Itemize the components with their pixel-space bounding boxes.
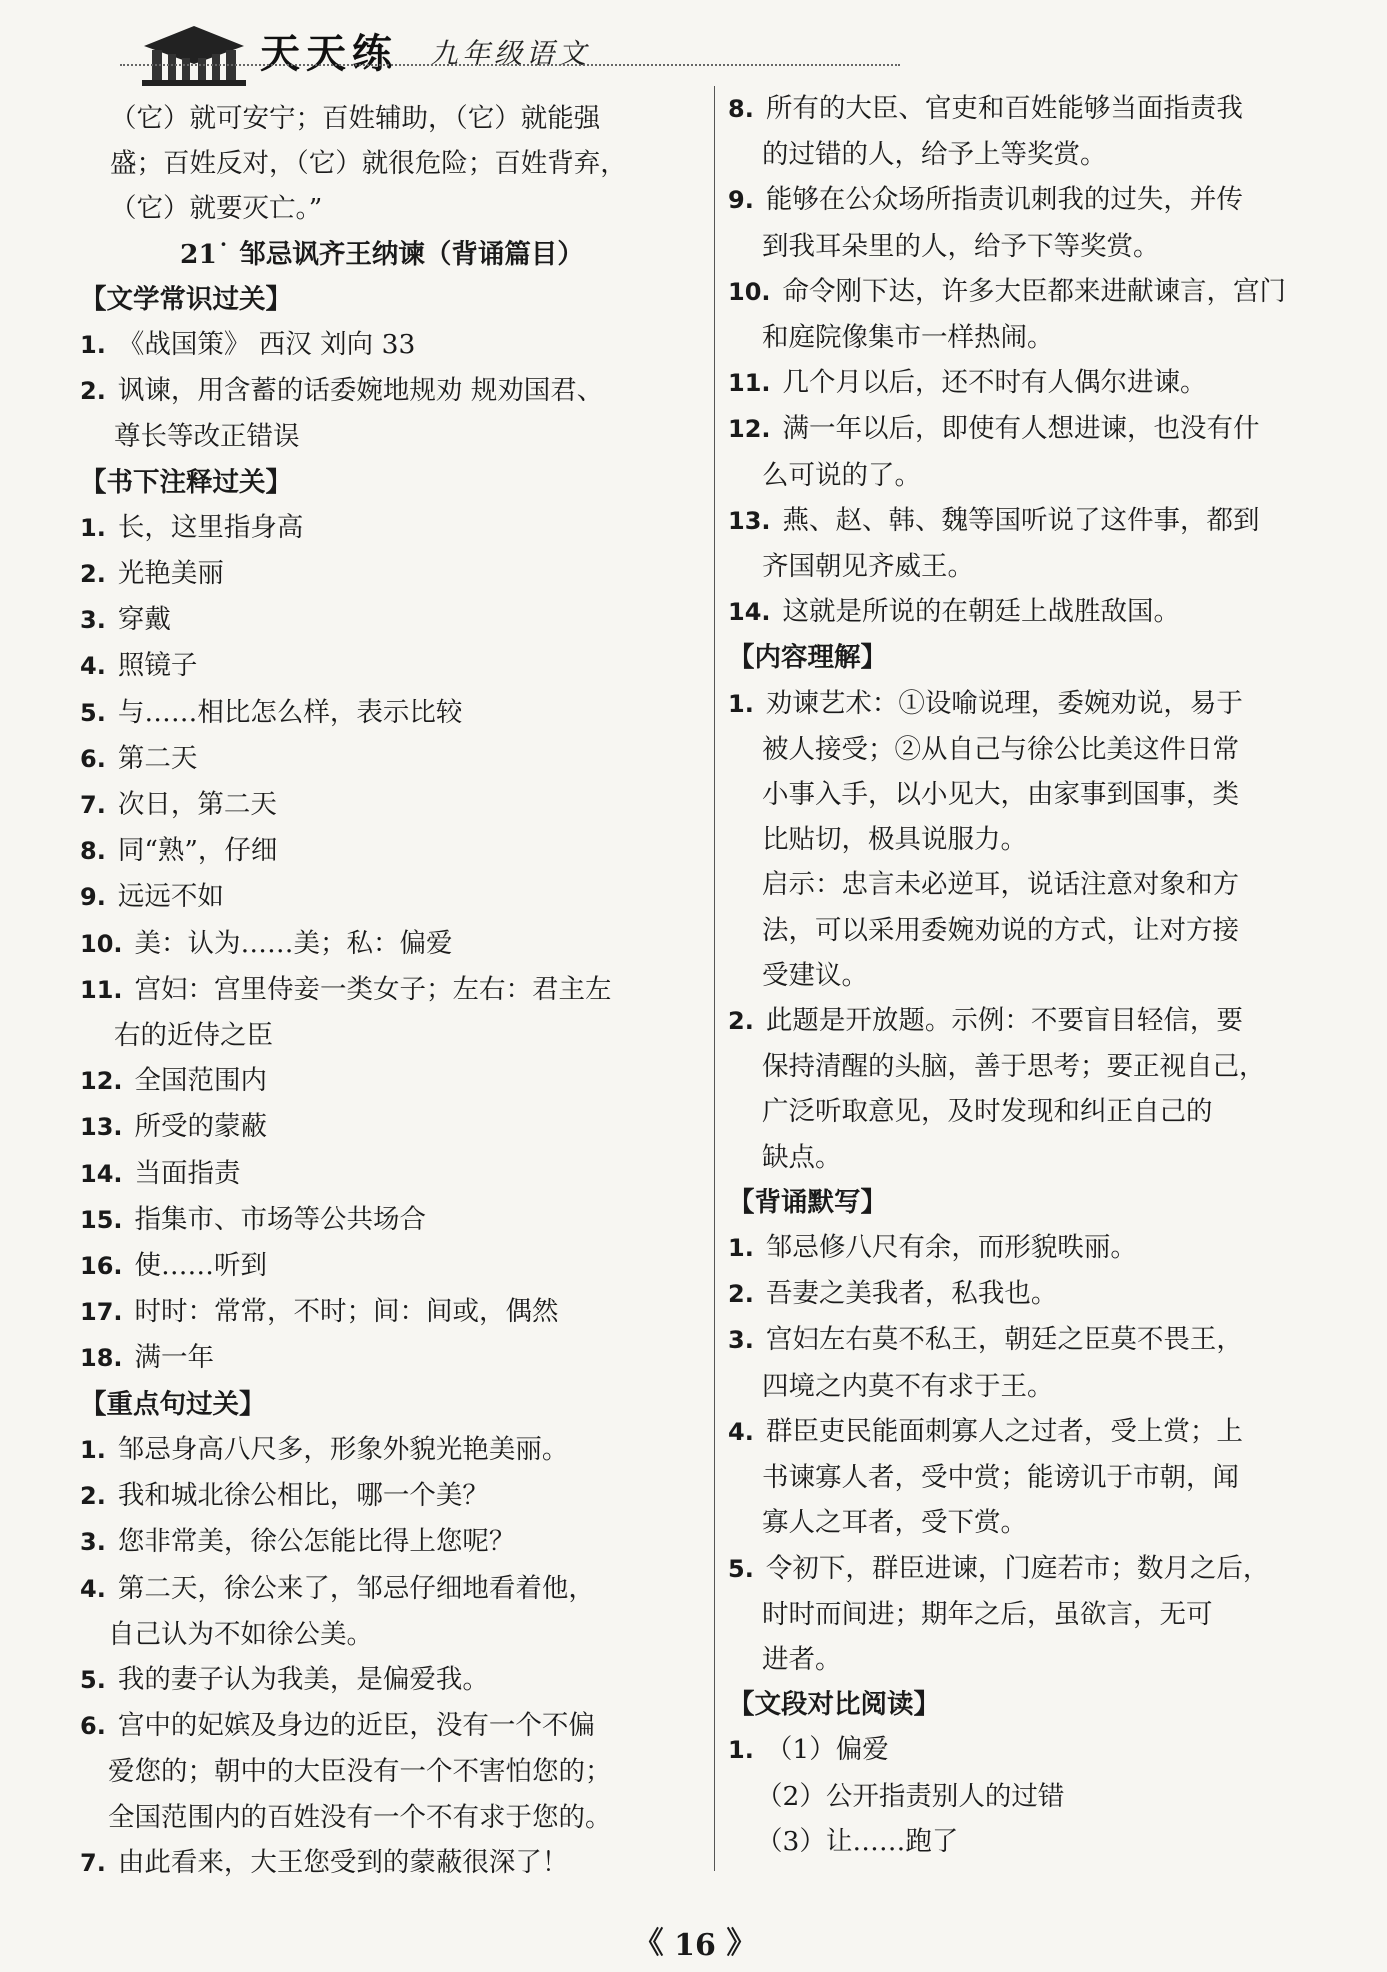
list-item: [80, 1427, 700, 1473]
section-heading-key-sentences: 【重点句过关】: [80, 1388, 266, 1420]
item-number: 7.: [80, 791, 106, 820]
list-item: [80, 1335, 700, 1381]
item-text: 全国范围内: [134, 1065, 268, 1097]
intro-line: （它）就要灭亡。”: [110, 193, 323, 225]
item-text: 时时而间进；期年之后，虽欲言，无可: [762, 1598, 1213, 1630]
list-item: [728, 1637, 1368, 1682]
list-item: [80, 1243, 700, 1289]
page-number-value: 16: [674, 1928, 716, 1963]
item-number: 12.: [728, 415, 771, 444]
item-text: （2）公开指责别人的过错: [756, 1780, 1065, 1812]
item-number: 16.: [80, 1252, 123, 1281]
item-text: 命令刚下达，许多大臣都来进献谏言，宫门: [782, 275, 1287, 307]
list-item: [728, 269, 1368, 315]
list-item: [80, 322, 700, 368]
item-text: 光艳美丽: [117, 558, 224, 590]
list-item: [728, 1592, 1368, 1637]
item-text: 满一年以后，即使有人想进谏，也没有什: [782, 413, 1260, 445]
list-item: [728, 1271, 1368, 1317]
item-number: 8.: [80, 837, 106, 866]
list-item: [80, 1703, 700, 1749]
brand-title: 天天练: [260, 31, 398, 77]
page-number-left-flourish-icon: 《: [633, 1926, 664, 1961]
key-sentences-list: [80, 1427, 700, 1886]
list-item: [80, 597, 700, 643]
item-number: 3.: [80, 1528, 106, 1557]
item-text: 邹忌修八尺有余，而形貌昳丽。: [765, 1232, 1137, 1264]
item-number: 10.: [728, 277, 771, 306]
item-text: 四境之内莫不有求于王。: [762, 1370, 1054, 1402]
list-item: [728, 406, 1368, 452]
list-item: [80, 1151, 700, 1197]
item-text: 书谏寡人者，受中赏；能谤讥于市朝，闻: [762, 1462, 1239, 1494]
item-number: 2.: [80, 560, 106, 589]
item-text: 我的妻子认为我美，是偏爱我。: [117, 1663, 489, 1695]
content-understanding-list: [728, 681, 1368, 1180]
list-item: [728, 177, 1368, 223]
item-number: 4.: [728, 1417, 754, 1446]
item-number: 5.: [80, 698, 106, 727]
section-heading-notes: 【书下注释过关】: [80, 466, 292, 498]
list-item: [728, 453, 1368, 498]
item-text: 宫妇：宫里侍妾一类女子；左右：君主左: [134, 973, 612, 1005]
list-item: [80, 1795, 700, 1840]
list-item: [80, 1840, 700, 1886]
item-text: （1）偏爱: [765, 1734, 889, 1766]
item-number: 11.: [728, 369, 771, 398]
list-item: [728, 132, 1368, 177]
list-item: [80, 643, 700, 689]
item-text: 法，可以采用委婉劝说的方式，让对方接: [762, 914, 1239, 946]
item-text: 尊长等改正错误: [114, 421, 300, 453]
list-item: [728, 1364, 1368, 1409]
item-text: 穿戴: [117, 604, 171, 636]
list-item: [728, 908, 1368, 953]
list-item: [728, 1044, 1368, 1089]
item-text: 受建议。: [762, 959, 868, 991]
item-number: 5.: [80, 1665, 106, 1694]
item-text: 满一年: [134, 1342, 215, 1374]
list-item: [80, 414, 700, 459]
item-number: 1.: [728, 1736, 754, 1765]
list-item: [728, 681, 1368, 727]
section-heading-recite: 【背诵默写】: [728, 1186, 887, 1218]
list-item: [80, 736, 700, 782]
list-item: [728, 498, 1368, 544]
item-text: 么可说的了。: [762, 459, 921, 491]
item-number: 6.: [80, 1712, 106, 1741]
right-column: [728, 86, 1368, 1864]
item-number: 13.: [728, 506, 771, 535]
item-text: 使……听到: [134, 1250, 268, 1282]
item-text: 保持清醒的头脑，善于思考；要正视自己，: [762, 1051, 1266, 1083]
list-item: [728, 1317, 1368, 1363]
list-item: [728, 224, 1368, 269]
list-item: [728, 1089, 1368, 1134]
section-heading-literary: 【文学常识过关】: [80, 283, 292, 315]
item-text: 令初下，群臣进谏，门庭若市；数月之后，: [765, 1552, 1270, 1584]
item-text: 第二天，徐公来了，邹忌仔细地看着他，: [117, 1572, 595, 1604]
item-text: 所有的大臣、官吏和百姓能够当面指责我: [765, 93, 1243, 124]
list-item: [728, 998, 1368, 1044]
list-item: [728, 360, 1368, 406]
item-text: 此题是开放题。示例：不要盲目轻信，要: [765, 1005, 1243, 1037]
list-item: [80, 1104, 700, 1150]
item-text: 的过错的人，给予上等奖赏。: [762, 139, 1107, 171]
list-item: [80, 782, 700, 828]
item-text: 与……相比怎么样，表示比较: [117, 696, 463, 728]
item-number: 1.: [80, 1435, 106, 1464]
item-text: 到我耳朵里的人，给予下等奖赏。: [762, 230, 1160, 262]
item-text: （3）让……跑了: [756, 1825, 959, 1857]
item-number: 9.: [728, 186, 754, 215]
item-text: 进者。: [762, 1643, 842, 1675]
item-text: 邹忌身高八尺多，形象外貌光艳美丽。: [117, 1433, 569, 1465]
item-number: 13.: [80, 1113, 123, 1142]
item-text: 群臣吏民能面刺寡人之过者，受上赏；上: [765, 1415, 1243, 1447]
list-item: [728, 817, 1368, 862]
book-logo-icon: [134, 24, 254, 88]
list-item: [80, 1473, 700, 1519]
item-number: 2.: [80, 377, 106, 406]
column-divider: [714, 86, 715, 1871]
list-item: [728, 1135, 1368, 1180]
list-item: [80, 1749, 700, 1794]
list-item: [728, 1774, 1368, 1819]
list-item: [80, 921, 700, 967]
list-item: [728, 953, 1368, 998]
item-text: 宫妇左右莫不私王，朝廷之臣莫不畏王，: [765, 1324, 1243, 1356]
item-number: 2.: [728, 1280, 754, 1309]
header-dotted-rule: [120, 64, 900, 66]
list-item: [80, 1519, 700, 1565]
item-text: 广泛听取意见，及时发现和纠正自己的: [762, 1096, 1213, 1128]
item-text: 全国范围内的百姓没有一个不有求于您的。: [108, 1801, 612, 1833]
item-text: 和庭院像集市一样热闹。: [762, 322, 1054, 354]
item-number: 8.: [728, 95, 754, 123]
item-text: 当面指责: [134, 1157, 241, 1189]
item-number: 9.: [80, 883, 106, 912]
item-number: 7.: [80, 1848, 106, 1877]
item-text: 启示：忠言未必逆耳，说话注意对象和方: [762, 869, 1239, 901]
item-number: 2.: [80, 1482, 106, 1511]
item-number: 1.: [80, 513, 106, 542]
item-number: 3.: [80, 606, 106, 635]
list-item: [728, 544, 1368, 589]
item-text: 几个月以后，还不时有人偶尔进谏。: [782, 367, 1207, 399]
item-text: 长，这里指身高: [117, 511, 304, 543]
list-item: [80, 1289, 700, 1335]
item-text: 时时：常常，不时；间：间或，偶然: [134, 1296, 559, 1328]
list-item: [728, 862, 1368, 907]
item-number: 1.: [728, 689, 754, 718]
list-item: [728, 1546, 1368, 1592]
page-number: [600, 1918, 790, 1962]
item-text: 远远不如: [117, 881, 224, 913]
list-item: [728, 315, 1368, 360]
list-item: [728, 86, 1368, 132]
list-item: [728, 1455, 1368, 1500]
item-text: 齐国朝见齐威王。: [762, 551, 974, 583]
item-text: 缺点。: [762, 1141, 842, 1173]
item-text: 讽谏，用含蓄的话委婉地规劝 规劝国君、: [117, 375, 604, 407]
item-text: 被人接受；②从自己与徐公比美这件日常: [762, 733, 1239, 765]
list-item: [728, 1225, 1368, 1271]
item-number: 2.: [728, 1007, 754, 1036]
intro-line: （它）就可安宁；百姓辅助，（它）就能强: [110, 103, 601, 134]
list-item: [80, 828, 700, 874]
compare-reading-list: [728, 1727, 1368, 1864]
lesson-title: 21˙ 邹忌讽齐王纳谏（背诵篇目）: [180, 238, 584, 270]
notes-list: [80, 505, 700, 1382]
list-item: [80, 1566, 700, 1612]
section-heading-content: 【内容理解】: [728, 642, 887, 674]
item-text: 您非常美，徐公怎能比得上您呢？: [117, 1526, 516, 1558]
item-text: 自己认为不如徐公美。: [108, 1618, 373, 1650]
list-item: [80, 1058, 700, 1104]
list-item: [728, 727, 1368, 772]
intro-line: 盛；百姓反对，（它）就很危险；百姓背弃，: [110, 148, 627, 180]
item-number: 18.: [80, 1344, 123, 1373]
page-number-right-flourish-icon: 》: [726, 1926, 757, 1961]
list-item: [80, 551, 700, 597]
recite-list: [728, 1225, 1368, 1682]
item-number: 12.: [80, 1067, 123, 1096]
left-column: [80, 96, 700, 1886]
item-text: 比贴切，极具说服力。: [762, 824, 1027, 856]
item-text: 第二天: [117, 742, 198, 774]
list-item: [728, 1409, 1368, 1455]
item-text: 吾妻之美我者，私我也。: [765, 1278, 1058, 1310]
item-text: 爱您的；朝中的大臣没有一个不害怕您的；: [108, 1756, 612, 1788]
item-text: 《战国策》 西汉 刘向 33: [117, 329, 416, 361]
item-text: 照镜子: [117, 650, 198, 682]
page-header: [120, 14, 900, 96]
list-item: [80, 1197, 700, 1243]
item-text: 由此看来，大王您受到的蒙蔽很深了！: [117, 1846, 569, 1878]
section-heading-compare: 【文段对比阅读】: [728, 1689, 940, 1721]
item-number: 14.: [728, 598, 771, 627]
item-number: 6.: [80, 744, 106, 773]
item-text: 次日，第二天: [117, 789, 277, 821]
list-item: [728, 1727, 1368, 1773]
item-number: 4.: [80, 1574, 106, 1603]
list-item: [728, 1819, 1368, 1864]
list-item: [80, 1612, 700, 1657]
item-text: 小事入手，以小见大，由家事到国事，类: [762, 779, 1239, 811]
item-text: 劝谏艺术：①设喻说理，委婉劝说，易于: [765, 687, 1243, 719]
item-text: 指集市、市场等公共场合: [134, 1203, 427, 1235]
item-number: 1.: [80, 331, 106, 360]
item-number: 14.: [80, 1159, 123, 1188]
list-item: [80, 1657, 700, 1703]
item-text: 我和城北徐公相比，哪一个美？: [117, 1480, 489, 1512]
list-item: [728, 589, 1368, 635]
list-item: [80, 874, 700, 920]
item-text: 能够在公众场所指责讥刺我的过失，并传: [765, 184, 1243, 216]
item-text: 寡人之耳者，受下赏。: [762, 1507, 1027, 1539]
item-number: 10.: [80, 929, 123, 958]
list-item: [80, 505, 700, 551]
list-item: [728, 1500, 1368, 1545]
item-number: 17.: [80, 1298, 123, 1327]
list-item: [80, 368, 700, 414]
item-number: 3.: [728, 1326, 754, 1355]
list-item: [80, 690, 700, 736]
item-text: 右的近侍之臣: [114, 1020, 273, 1052]
key-sentences-continued-list: [728, 86, 1368, 635]
grade-subject: 九年级语文: [430, 37, 591, 70]
item-number: 4.: [80, 652, 106, 681]
item-text: 这就是所说的在朝廷上战胜敌国。: [782, 596, 1181, 628]
literary-list: [80, 322, 700, 460]
item-text: 美：认为……美；私：偏爱: [134, 927, 453, 959]
list-item: [80, 1013, 700, 1058]
list-item: [80, 967, 700, 1013]
item-text: 燕、赵、韩、魏等国听说了这件事，都到: [782, 504, 1260, 536]
item-number: 11.: [80, 975, 123, 1004]
item-number: 1.: [728, 1234, 754, 1263]
item-number: 5.: [728, 1554, 754, 1583]
item-text: 同“熟”，仔细: [117, 835, 278, 867]
item-number: 15.: [80, 1205, 123, 1234]
item-text: 宫中的妃嫔及身边的近臣，没有一个不偏: [117, 1710, 595, 1742]
item-text: 所受的蒙蔽: [134, 1111, 268, 1143]
list-item: [728, 772, 1368, 817]
